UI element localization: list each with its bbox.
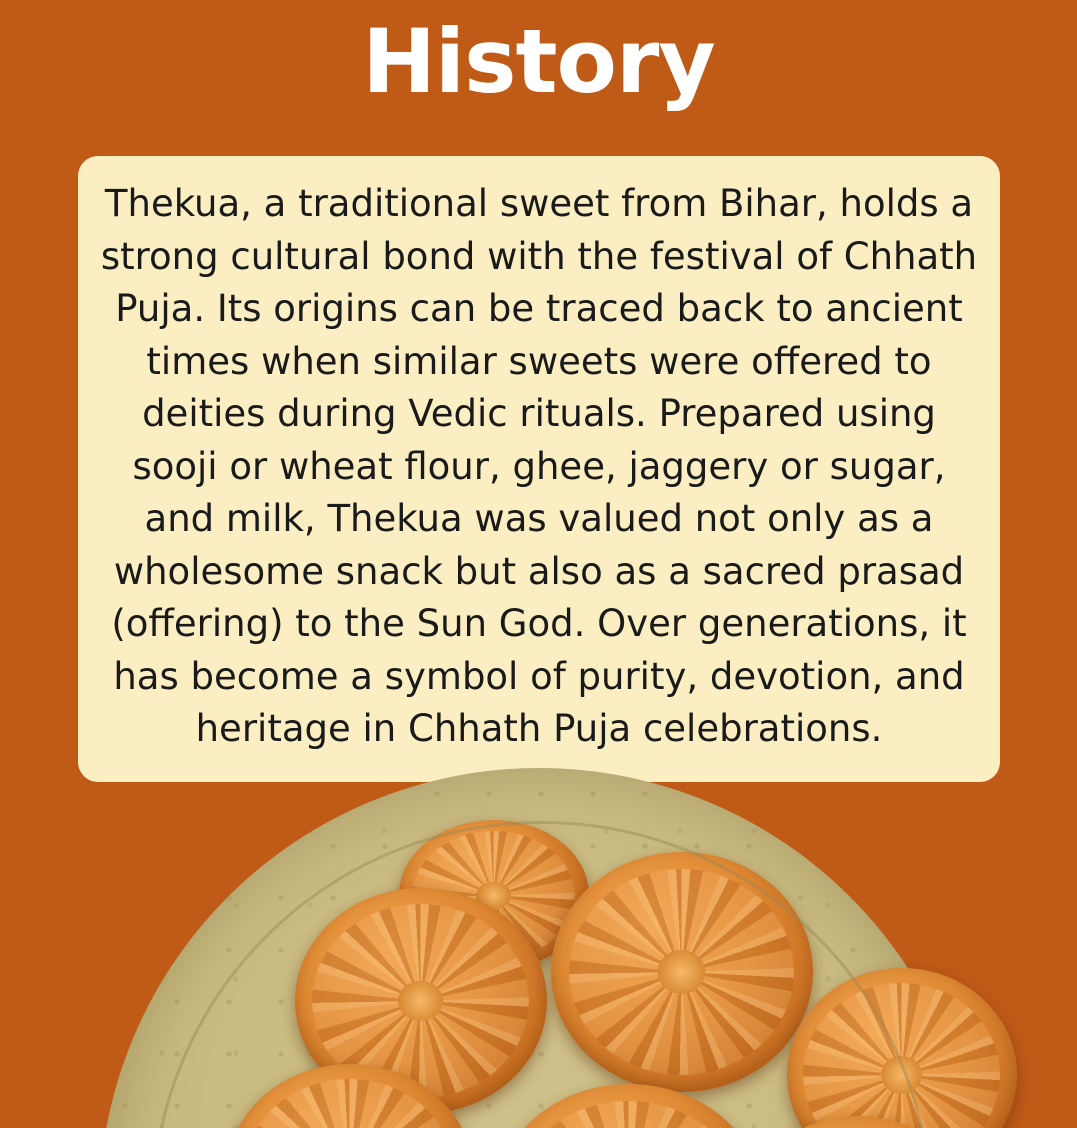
history-body-text: Thekua, a traditional sweet from Bihar, holds a strong cultural bond with the festival of Chhath Puja. Its origins can be traced back to ancient times when similar sweets were offered to deities during Vedic rituals. Prepared using sooji or wheat flour, ghee, jaggery or sugar, and milk, Thekua was valued not only as a wholesome snack but also as a sacred prasad (offering) to the Sun God. Over generations, it has become a symbol of purity, devotion, and heritage in Chhath Puja celebrations. — [100, 182, 978, 751]
thekua-piece — [787, 968, 1017, 1128]
history-text-card — [78, 156, 1000, 782]
serving-plate — [99, 768, 979, 1128]
thekua-piece — [227, 1064, 473, 1128]
plate-pattern — [99, 768, 979, 1128]
thekua-piece — [295, 888, 547, 1114]
thekua-photo — [0, 748, 1077, 1128]
page-title: History — [362, 10, 715, 113]
thekua-piece — [495, 1084, 763, 1128]
thekua-piece — [551, 852, 813, 1092]
thekua-piece — [399, 820, 589, 970]
